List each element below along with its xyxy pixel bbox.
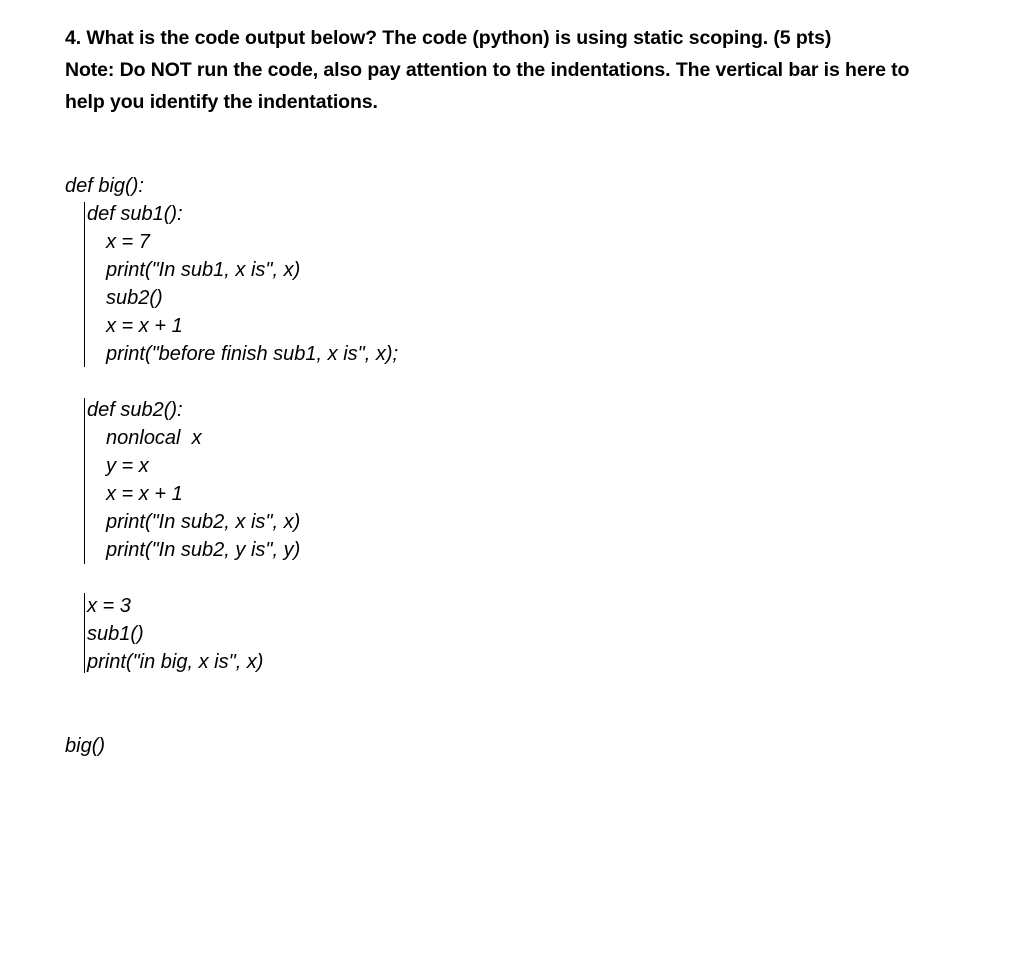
code-call-big: big() xyxy=(65,735,106,757)
code-def-sub1: def sub1(): xyxy=(87,203,183,225)
question-line-2: Note: Do NOT run the code, also pay attention to the indentations. The vertical bar is here to xyxy=(65,59,910,81)
code-sub1-line-1: x = 7 xyxy=(106,231,150,253)
code-big-line-1: x = 3 xyxy=(87,595,131,617)
code-sub1-line-2: print("In sub1, x is", x) xyxy=(106,259,301,281)
code-sub1-line-4: x = x + 1 xyxy=(106,315,183,337)
code-sub2-line-5: print("In sub2, y is", y) xyxy=(106,539,301,561)
question-line-3: help you identify the indentations. xyxy=(65,91,378,113)
indent-bar-sub2 xyxy=(84,398,85,564)
code-sub2-line-1: nonlocal x xyxy=(106,427,202,449)
indent-bar-sub1 xyxy=(84,202,85,367)
code-big-line-3: print("in big, x is", x) xyxy=(87,651,264,673)
code-sub1-line-3: sub2() xyxy=(106,287,163,309)
indent-bar-big-body xyxy=(84,593,85,673)
code-sub2-line-2: y = x xyxy=(106,455,149,477)
question-line-1: 4. What is the code output below? The code (python) is using static scoping. (5 pts) xyxy=(65,27,832,49)
code-sub1-line-5: print("before finish sub1, x is", x); xyxy=(106,343,399,365)
code-sub2-line-4: print("In sub2, x is", x) xyxy=(106,511,301,533)
code-big-line-2: sub1() xyxy=(87,623,144,645)
code-sub2-line-3: x = x + 1 xyxy=(106,483,183,505)
code-def-sub2: def sub2(): xyxy=(87,399,183,421)
code-def-big: def big(): xyxy=(65,175,144,197)
